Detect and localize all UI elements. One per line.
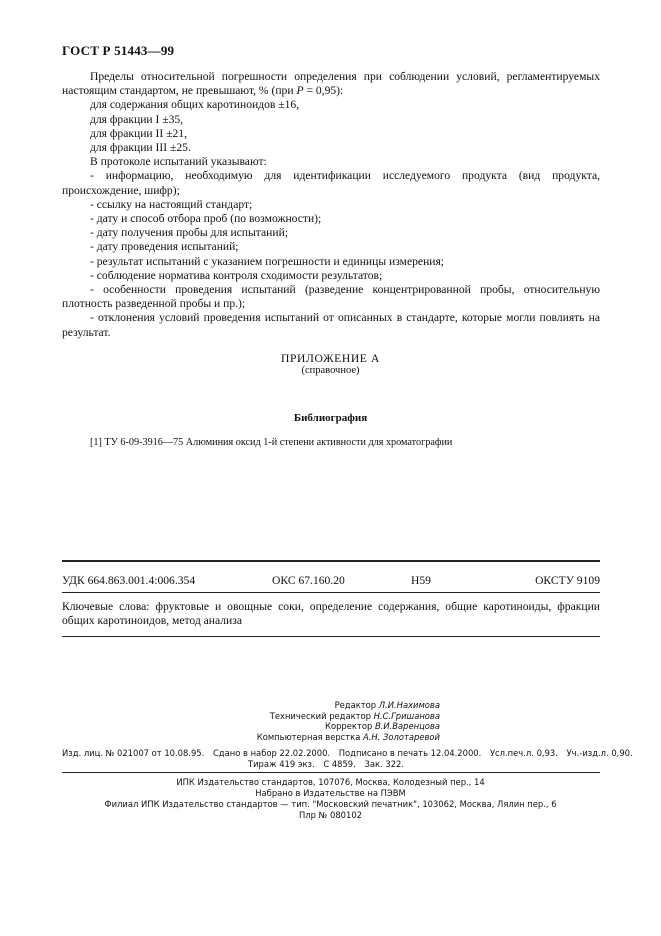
protocol-intro: В протоколе испытаний указывают: — [90, 155, 267, 169]
appendix-subtitle: (справочное) — [301, 365, 360, 376]
protocol-item: - информацию, необходимую для идентификации исследуемого продукта (вид продукта, происхождение, шифр); — [62, 169, 600, 197]
print-date: Подписано в печать 12.04.2000. — [338, 748, 482, 758]
bibliography-entry: [1] ТУ 6-09-3916—75 Алюминия оксид 1-й степени активности для хроматографии — [90, 437, 453, 448]
credit-name: Л.И.Нахимова — [378, 700, 440, 710]
imprint-block — [0, 777, 661, 821]
body-text — [62, 70, 600, 340]
protocol-item: - отклонения условий проведения испытаний от описанных в стандарте, которые могли повлиять на результат. — [62, 311, 600, 339]
group-code: Н59 — [411, 574, 431, 587]
divider-middle — [62, 592, 600, 593]
protocol-item: - ссылку на настоящий стандарт; — [90, 197, 253, 211]
protocol-item: - соблюдение норматива контроля сходимости результатов; — [90, 268, 383, 282]
limit-item: для фракции I ±35, — [90, 112, 184, 126]
divider-imprint — [62, 772, 600, 773]
credit-role: Компьютерная верстка — [256, 731, 361, 742]
divider-top — [62, 560, 600, 562]
publication-info — [62, 748, 633, 769]
limit-item: для фракции II ±21, — [90, 126, 187, 140]
protocol-item: - дату и способ отбора проб (по возможности); — [90, 212, 322, 226]
imprint-line: ИПК Издательство стандартов, 107076, Москва, Колодезный пер., 14 — [176, 777, 485, 787]
credit-role: Корректор — [325, 721, 373, 732]
publish-sheets: Уч.-изд.л. 0,90. — [566, 748, 633, 758]
limit-item: для фракции III ±25. — [90, 141, 191, 155]
protocol-item: - особенности проведения испытаний (разведение концентрированной пробы, относительную плотность разведенной пробы и пр.); — [62, 283, 600, 311]
intro-end: = 0,95): — [303, 84, 344, 98]
typeset-date: Сдано в набор 22.02.2000. — [212, 748, 331, 758]
intro-text: Пределы относительной погрешности определения при соблюдении условий, регламентируемых настоящим стандартом, не превышают, % (при — [62, 70, 600, 98]
limit-item: для содержания общих каротиноидов ±16, — [90, 98, 300, 112]
license-info: Изд. лиц. № 021007 от 10.08.95. — [62, 748, 205, 758]
imprint-line: Набрано в Издательстве на ПЭВМ — [255, 788, 406, 798]
credit-line — [240, 700, 440, 711]
credit-name: А.Н. Золотаревой — [363, 731, 440, 742]
credit-role: Редактор — [334, 700, 377, 710]
credit-line — [240, 711, 440, 722]
protocol-item: - результат испытаний с указанием погрешности и единицы измерения; — [90, 254, 445, 268]
imprint-line: Филиал ИПК Издательство стандартов — тип. "Московский печатник", 103062, Москва, Лялин пер., 6 — [104, 799, 557, 809]
credits-block — [240, 700, 440, 742]
print-run: Тираж 419 экз. — [248, 758, 315, 769]
oks-code: ОКС 67.160.20 — [272, 574, 345, 587]
publication-line-1 — [62, 748, 633, 759]
print-sheets: Усл.печ.л. 0,93. — [489, 748, 558, 758]
protocol-item: - дату проведения испытаний; — [90, 240, 239, 254]
document-header: ГОСТ Р 51443—99 — [62, 43, 175, 58]
intro-p-symbol: P — [296, 84, 304, 98]
keywords: Ключевые слова: фруктовые и овощные соки, определение содержания, общие каротиноиды, фракции общих каротиноидов, метод анализа — [62, 600, 600, 627]
imprint-line: Плр № 080102 — [299, 810, 362, 820]
intro-paragraph — [62, 70, 600, 98]
bibliography-title: Библиография — [293, 412, 368, 424]
credit-line — [240, 721, 440, 732]
protocol-item: - дату получения пробы для испытаний; — [90, 226, 288, 240]
credit-name: Н.С.Гришанова — [373, 710, 440, 721]
credit-line — [240, 732, 440, 743]
divider-bottom — [62, 636, 600, 637]
series-code: С 4859. — [323, 758, 356, 769]
appendix-title: ПРИЛОЖЕНИЕ А — [281, 352, 380, 365]
credit-name: В.И.Варенцова — [374, 721, 440, 732]
publication-line-2 — [62, 759, 600, 770]
order-number: Зак. 322. — [364, 758, 405, 769]
okstu-code: ОКСТУ 9109 — [535, 574, 600, 587]
udk-code: УДК 664.863.001.4:006.354 — [62, 574, 196, 587]
credit-role: Технический редактор — [269, 710, 371, 721]
